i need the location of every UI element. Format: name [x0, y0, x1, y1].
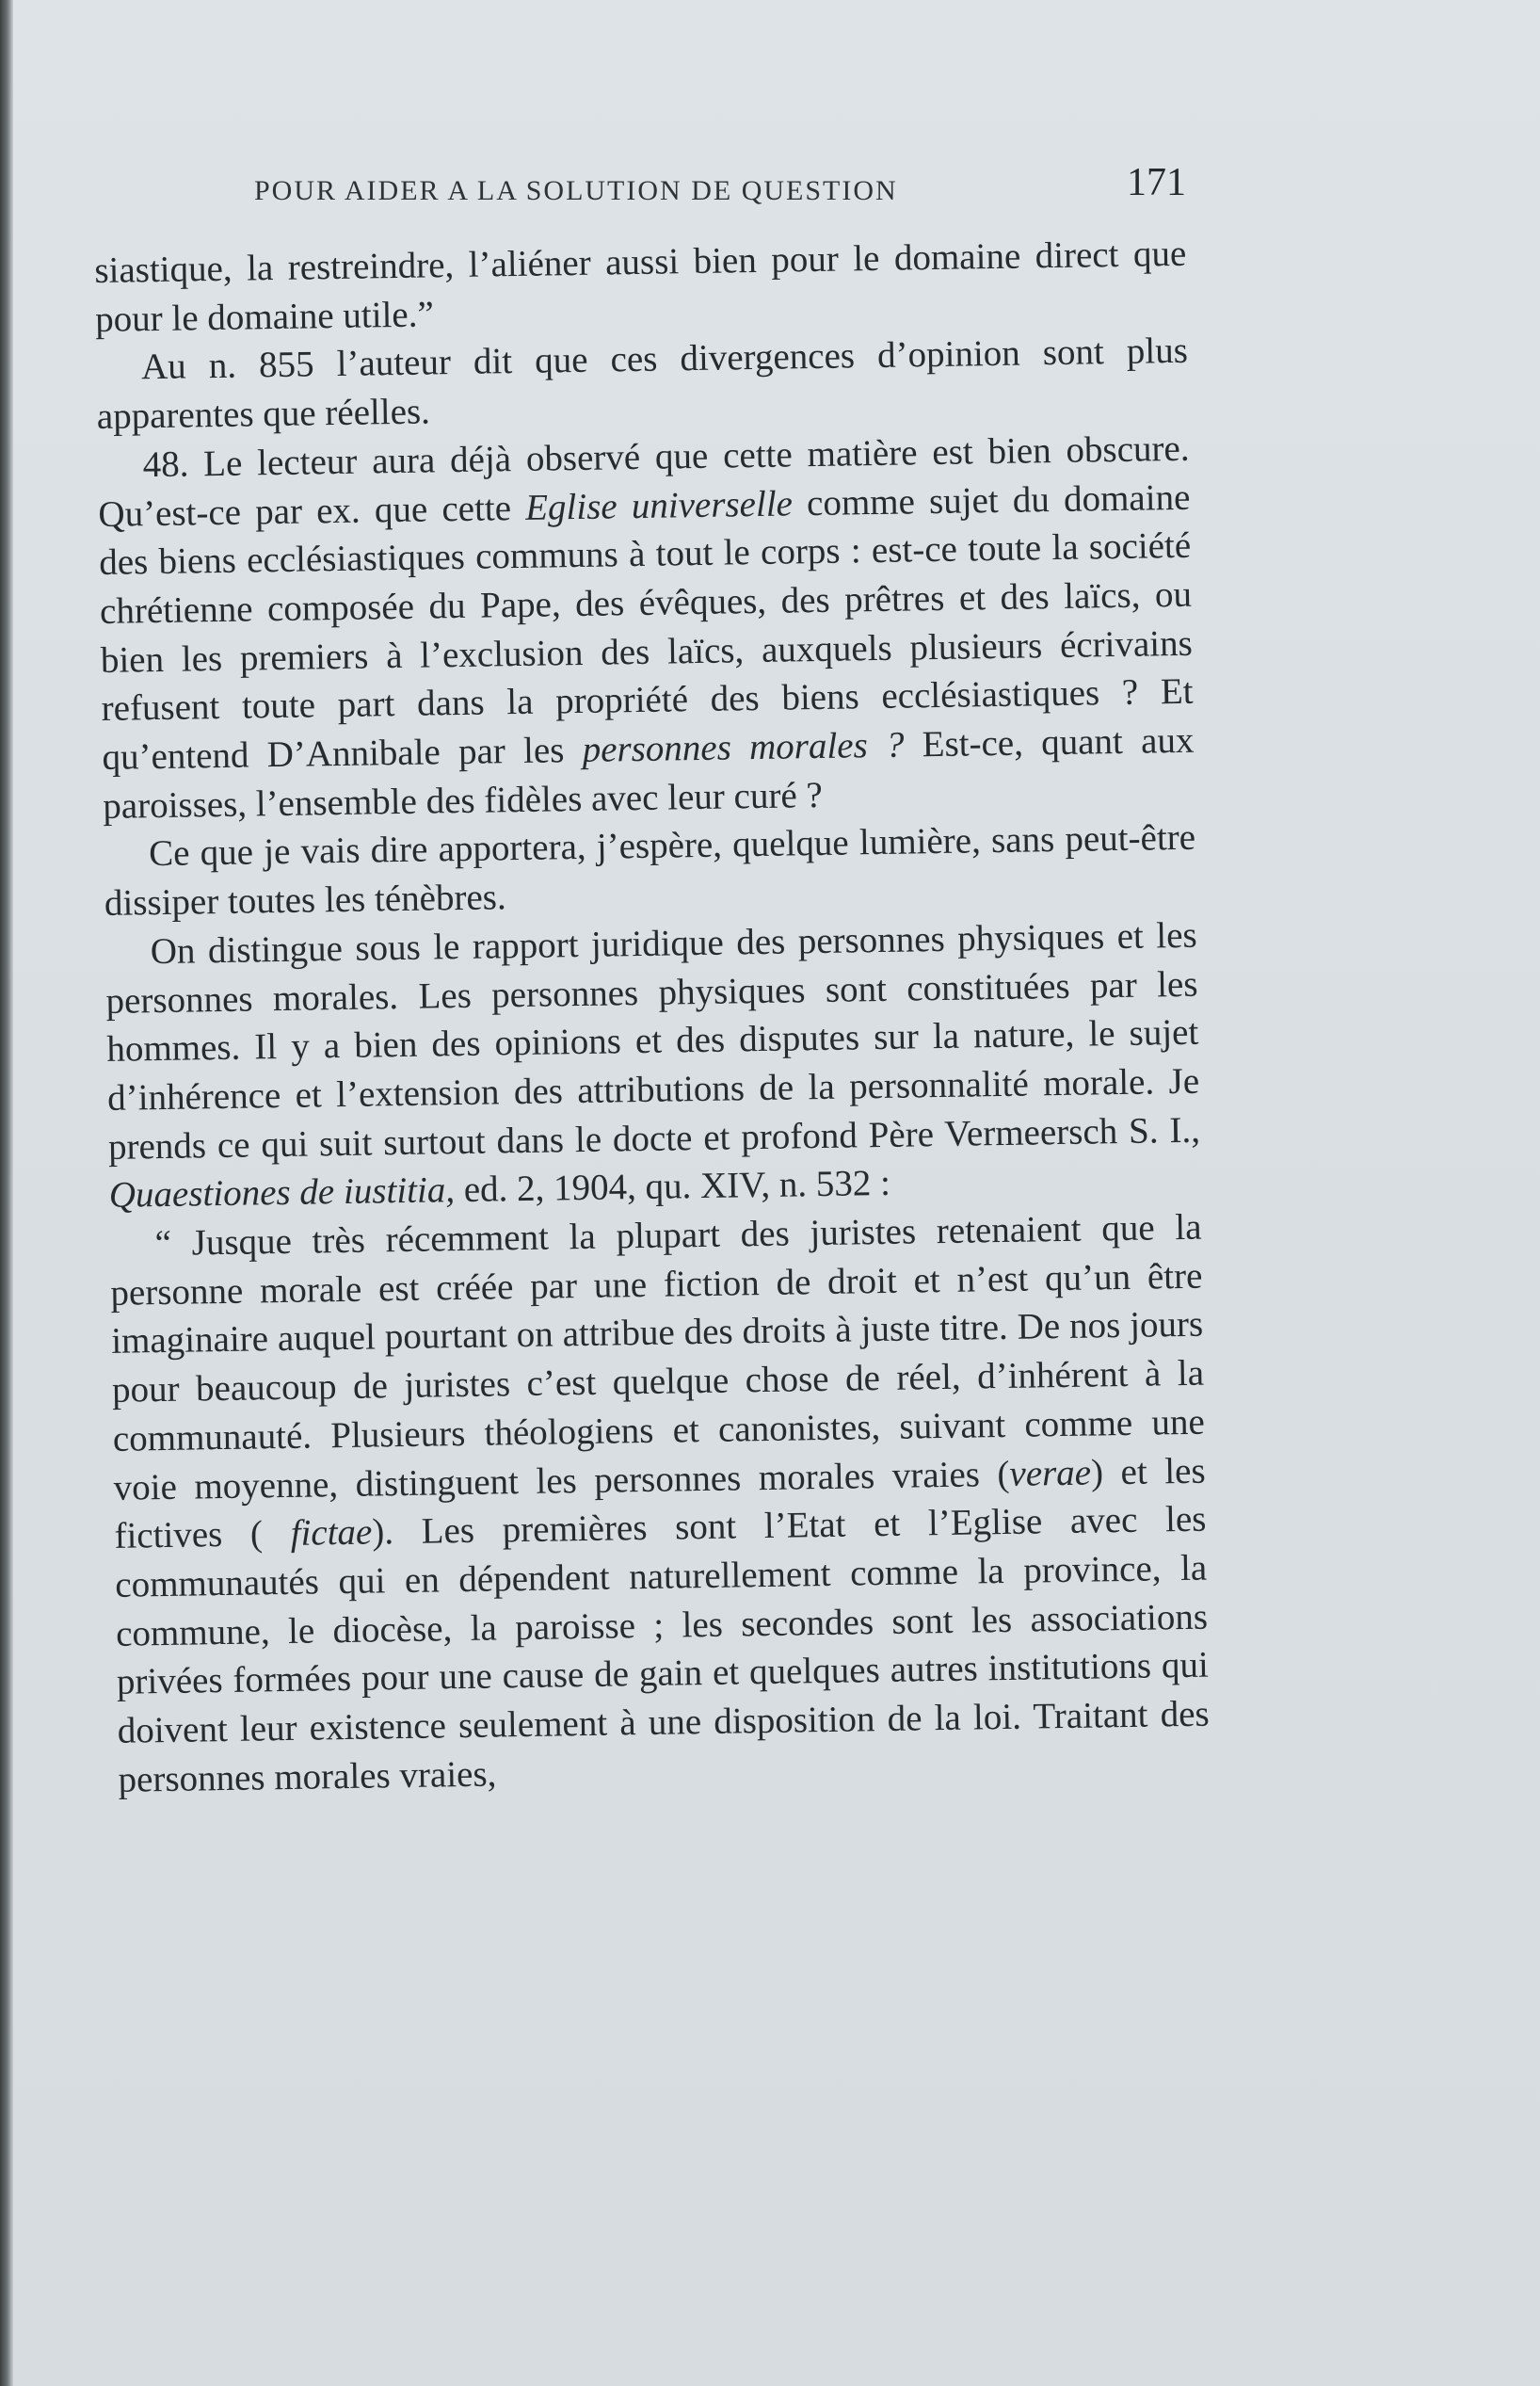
paragraph-4-text: Ce que je vais dire apportera, j’espère, quelque lumière, sans peut-être dissiper toutes les ténèbres. — [104, 817, 1196, 925]
paragraph-3-text-c: Est-ce, quant aux paroisses, l’ensemble des fidèles avec leur curé ? — [102, 719, 1195, 827]
paragraph-5-text-a: On distingue sous le rapport juridique des personnes physiques et les personnes morales. Les personnes physiques sont constituées par les hommes. Il y a bien des opinions et des disputes sur la nature, le sujet d’inhérence et l’extension des attributions de la personnalité morale. Je prends ce qui suit surtout dans le docte et profond Père Vermeersch S. I., — [105, 914, 1201, 1168]
italic-quaestiones-de-iustitia: Quaestiones de iustitia, — [108, 1169, 456, 1217]
body-text — [94, 230, 1211, 1805]
paragraph-2 — [96, 327, 1189, 442]
paragraph-5-text-b: ed. 2, 1904, qu. XIV, n. 532 : — [454, 1163, 891, 1211]
paragraph-3-text-b: comme sujet du domaine des biens ecclésiastiques communs à tout le corps : est-ce toute la société chrétienne composée du Pape, des évêques, des prêtres et des laïcs, ou bien les premiers à l’exclusion des laïcs, auxquels plusieurs écrivains refusent toute part dans la propriété des biens ecclésiastiques ? Et qu’entend D’Annibale par les — [98, 476, 1194, 778]
page-header — [94, 160, 1186, 217]
paragraph-1-text: siastique, la restreindre, l’aliéner aussi bien pour le domaine direct que pour le domaine utile.” — [94, 233, 1187, 340]
paragraph-5 — [104, 911, 1201, 1220]
italic-eglise-universelle: Eglise universelle — [524, 482, 794, 528]
paragraph-3 — [97, 425, 1195, 831]
page-number: 171 — [1127, 161, 1186, 204]
paragraph-1 — [94, 230, 1187, 345]
book-spine-shadow — [0, 0, 13, 2386]
paragraph-6-text-a: “ Jusque très récemment la plupart des juristes retenaient que la personne morale est créée par une fiction de droit et n’est qu’un être imaginaire auquel pourtant on attribue des droits à juste titre. De nos jours pour beaucoup de juristes c’est quelque chose de réel, d’inhérent à la communauté. Plusieurs théologiens et canonistes, suivant comme une voie moyenne, distinguent les personnes morales vraies ( — [110, 1206, 1206, 1508]
paragraph-6-text-b: ) et les fictives ( — [114, 1450, 1206, 1557]
paragraph-4 — [104, 814, 1196, 928]
running-head: POUR AIDER A LA SOLUTION DE QUESTION — [254, 175, 898, 206]
paragraph-2-text: Au n. 855 l’auteur dit que ces divergences d’opinion sont plus apparentes que réelles. — [96, 330, 1189, 438]
italic-fictae: fictae — [290, 1511, 373, 1555]
paragraph-3-text-a: 48. Le lecteur aura déjà observé que cette matière est bien obscure. Qu’est-ce par ex. que cette — [98, 427, 1190, 535]
paragraph-6 — [109, 1203, 1211, 1805]
paragraph-6-text-c: ). Les premières sont l’Etat et l’Eglise avec les communautés qui en dépendent naturellement comme la province, la commune, le diocèse, la paroisse ; les secondes sont les associations privées formées pour une cause de gain et quelques autres institutions qui doivent leur existence seulement à une disposition de la loi. Traitant des personnes morales vraies, — [114, 1498, 1210, 1800]
italic-personnes-morales: personnes morales ? — [582, 724, 905, 770]
italic-verae: verae — [1009, 1452, 1092, 1494]
